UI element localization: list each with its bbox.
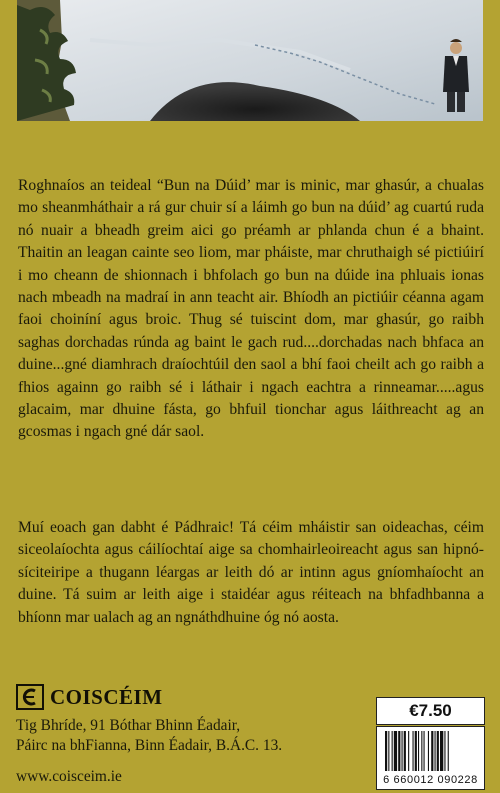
publisher-address-line-1: Tig Bhríde, 91 Bóthar Bhinn Éadair, [16, 717, 241, 734]
publisher-website[interactable]: www.coisceim.ie [16, 768, 122, 785]
publisher-address-line-2: Páirc na bhFianna, Binn Éadair, B.Á.C. 13. [16, 737, 283, 754]
blurb-paragraph-2: Muí eoach gan dabht é Pádhraic! Tá céim mháistir san oideachas, céim siceolaíochta agus cáilíochtaí aige sa chomhairleoireacht agus san hipnó-síciteiripe a thugann léargas ar leith dó ar intinn agus gníomhaíocht an duine. Tá suim ar leith aige i staidéar agus réiteach na bhfadhbanna a bhíonn mar ualach ag an ngnáthdhuine óg nó aosta. [18, 519, 484, 626]
price-value: €7.50 [409, 701, 452, 720]
barcode-icon [383, 731, 478, 773]
publisher-block [16, 684, 336, 710]
publisher-name: COISCÉIM [50, 684, 163, 709]
coisceim-logo-icon [16, 684, 44, 710]
barcode-label [376, 726, 485, 790]
price-label [376, 697, 485, 725]
cover-photo [0, 0, 500, 150]
cover-photo-illustration [0, 0, 500, 150]
barcode-number: 6 660012 090228 [383, 774, 478, 786]
blurb-paragraph-1: Roghnaíos an teideal “Bun na Dúid’ mar is minic, mar ghasúr, a chualas mo sheanmháthair a rá gur chuir sí a láimh go bun na dúid’ ag cuartú ruda nó nuair a bheadh greim aici go préamh ar phlanda chun é a bhaint. Thaitin an leagan cainte seo liom, mar pháiste, mar chruthaigh sé pictiúirí i mo cheann de shionnach i bhfolach go bun na dúide ina phluais ionas nach mbeadh na madraí in ann teacht air. Bhíodh an pictiúir céanna agam faoi choiníní agus broic. Thug sé tuiscint dom, mar ghasúr, go raibh saghas dorchadas rúnda ag baint le gach rud....dorchadas nach bhfaca an duine...gné diamhrach draíochtúil den saol a bhí faoi cheilt ach go raibh a fhios againn go raibh sé i láthair i ngach eachtra a rinneamar.....agus glacaim, mar dhuine fásta, go bhfuil tionchar agus láithreacht ag an gcosmas i ngach gné dár saol. [18, 177, 484, 441]
